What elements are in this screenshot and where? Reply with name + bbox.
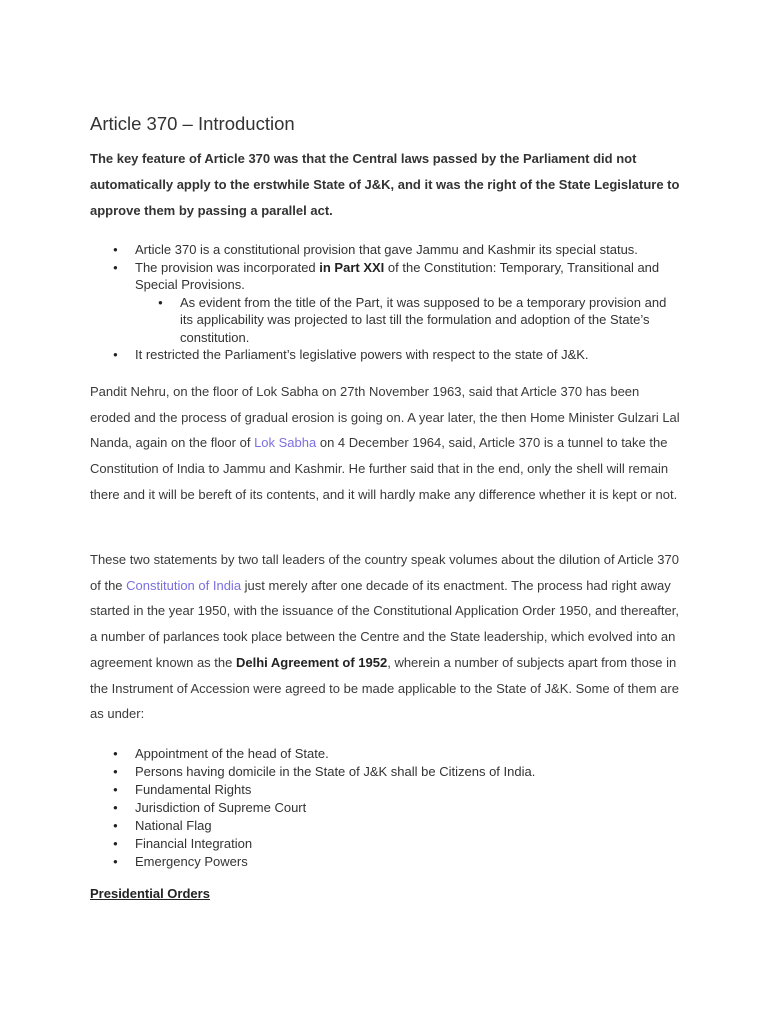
list-item: [90, 259, 680, 294]
nehru-paragraph: [90, 379, 680, 508]
list-item: [90, 745, 680, 763]
list-item: [90, 241, 680, 259]
delhi-agreement-bold: Delhi Agreement of 1952: [235, 654, 388, 670]
list-item: [90, 781, 680, 799]
list-item: [90, 817, 680, 835]
constitution-of-india-link[interactable]: Constitution of India: [126, 577, 242, 593]
lok-sabha-link[interactable]: Lok Sabha: [254, 435, 317, 451]
list-item-text: Article 370 is a constitutional provision that gave Jammu and Kashmir its special status.: [135, 242, 638, 257]
list-item-bold: in Part XXI: [319, 259, 385, 275]
list-item-text: It restricted the Parliament’s legislative powers with respect to the state of J&K.: [135, 347, 589, 362]
list-item-text: Financial Integration: [135, 836, 253, 851]
list-item: [90, 346, 680, 364]
paragraph-text: on 4 December 1964, said, Article 370 is a tunnel to take the Constitution of India to Jammu and Kashmir. He further said that in the end, only the shell will remain there and it will be bereft of its contents, and it will hardly make any difference whether it is kept or not.: [90, 435, 678, 502]
list-item-text: Persons having domicile in the State of J&K shall be Citizens of India.: [135, 764, 536, 779]
list-item-text: Appointment of the head of State.: [135, 746, 329, 761]
paragraph-text: , wherein a number of subjects apart from those in the Instrument of Accession were agreed to be made applicable to the State of J&K. Some of them are as under:: [90, 654, 679, 722]
list-item: [90, 853, 680, 871]
section-heading: Presidential Orders: [90, 886, 210, 901]
dilution-paragraph: [90, 547, 680, 727]
list-item-text: of the Constitution: Temporary, Transitional and Special Provisions.: [135, 259, 660, 292]
list-item: [90, 799, 680, 817]
sub-list-item: [90, 294, 680, 347]
list-item-text: Fundamental Rights: [135, 782, 252, 797]
list-item-text: Emergency Powers: [135, 854, 248, 869]
list-item-text: National Flag: [135, 818, 212, 833]
intro-paragraph: The key feature of Article 370 was that the Central laws passed by the Parliament did not automatically apply to the erstwhile State of J&K, and it was the right of the State Legislature to approve them by passing a parallel act.: [90, 151, 680, 218]
paragraph-text: Pandit Nehru, on the floor of Lok Sabha on 27th November 1963, said that Article 370 has been eroded and the process of gradual erosion is going on. A year later, the then Home Minister Gulzari Lal Nanda, again on the floor of: [90, 384, 680, 451]
list-item: [90, 835, 680, 853]
paragraph-text: These two statements by two tall leaders of the country speak volumes about the dilution of Article 370 of the: [90, 552, 679, 593]
nested-list-wrapper: [90, 294, 680, 347]
feature-list: [90, 241, 680, 364]
list-item-text: The provision was incorporated: [135, 259, 320, 275]
sub-list-item-text: As evident from the title of the Part, it was supposed to be a temporary provision and its applicability was projected to last till the formulation and adoption of the State’s constitution.: [180, 294, 667, 345]
paragraph-text: just merely after one decade of its enactment. The process had right away started in the year 1950, with the issuance of the Constitutional Application Order 1950, and thereafter, a number of parlances took place between the Centre and the State leadership, which evolved into an agreement known as the: [90, 577, 679, 670]
list-item-text: Jurisdiction of Supreme Court: [135, 800, 307, 815]
list-item: [90, 763, 680, 781]
page-title: Article 370 – Introduction: [90, 113, 295, 134]
subjects-list: [90, 745, 680, 871]
